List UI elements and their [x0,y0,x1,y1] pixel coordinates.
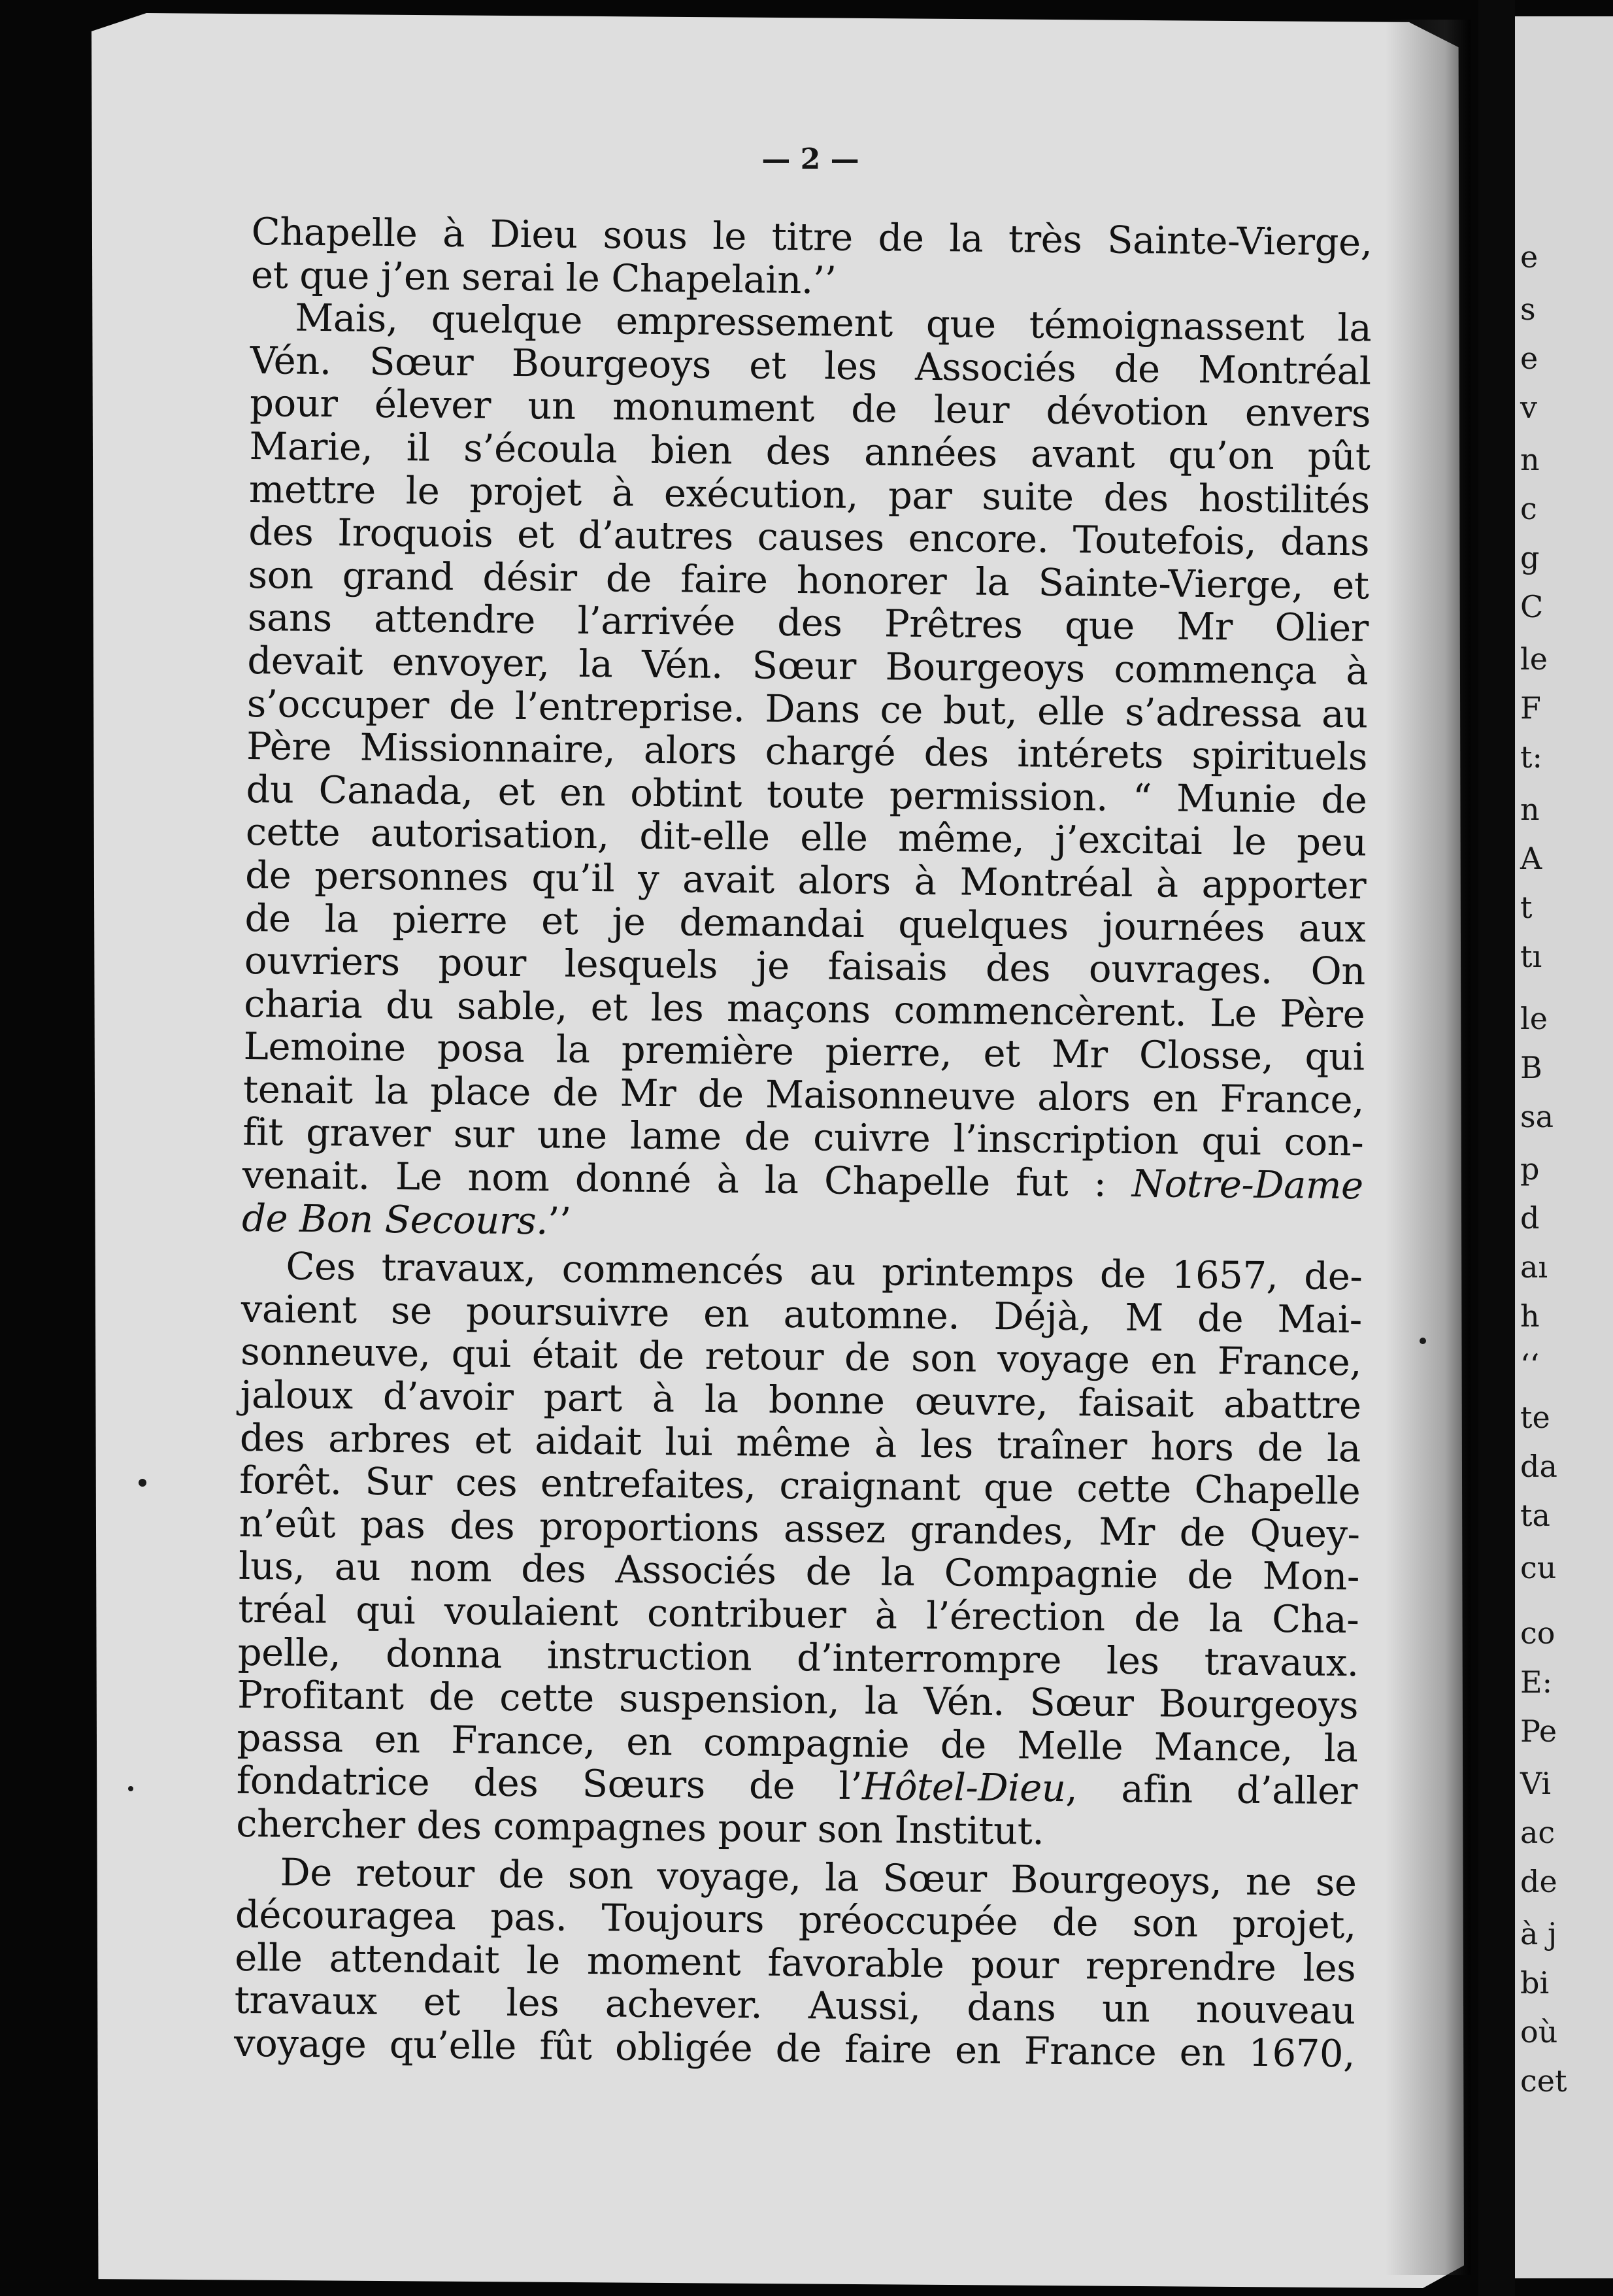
text-line: ouvriers pour lesquels je faisais des ouvrages. On [244,939,1366,994]
adjacent-page-text-fragment: g [1520,540,1540,575]
page-number: — 2 — [761,143,859,176]
adjacent-page-text-fragment: s [1520,292,1536,327]
text-segment: fondatrice des Sœurs de l’ [236,1759,863,1809]
text-line: Mais, quelque empressement que témoignassent la [295,295,1372,350]
italic-word: Hôtel-Dieu [861,1764,1066,1811]
adjacent-page-text-fragment: c [1520,491,1537,526]
adjacent-page-text-fragment: tı [1520,939,1542,974]
adjacent-page-text-fragment: v [1520,390,1537,425]
adjacent-page-text-fragment: Vi [1520,1766,1552,1801]
text-line: n’eût pas des proportions assez grandes, Mr de Quey- [239,1501,1360,1557]
text-line: découragea pas. Toujours préoccupée de son projet, [235,1893,1357,1948]
text-line: mettre le projet à exécution, par suite des hostilités [248,467,1371,522]
text-line: elle attendait le moment favorable pour reprendre les [235,1935,1356,1991]
adjacent-page-text-fragment: E: [1520,1664,1553,1700]
text-line: charia du sable, et les maçons commencèrent. Le Père [244,981,1365,1037]
page-body-text [234,211,1372,2076]
adjacent-page-text-fragment: te [1520,1400,1550,1435]
adjacent-page-text-fragment: A [1520,841,1542,876]
text-line: devait envoyer, la Vén. Sœur Bourgeoys commença à [247,638,1369,694]
adjacent-page [1515,16,1613,2278]
text-segment: , afin d’aller [1065,1766,1358,1814]
ink-speck [1420,1338,1426,1344]
adjacent-page-text-fragment: à j [1520,1916,1557,1951]
ink-speck [128,1786,133,1791]
text-line: sans attendre l’arrivée des Prêtres que Mr Olier [247,596,1369,650]
adjacent-page-text-fragment: le [1520,1001,1548,1036]
adjacent-page-text-fragment: cet [1520,2063,1567,2099]
text-line: cette autorisation, dit-elle elle même, j’excitai le peu [245,810,1367,865]
text-line: vaient se poursuivre en automne. Déjà, M de Mai- [241,1287,1363,1342]
adjacent-page-text-fragment: F [1520,690,1541,726]
adjacent-page-text-fragment: p [1520,1151,1540,1187]
text-line: Ces travaux, commencés au printemps de 1657, de- [286,1244,1363,1299]
text-line: jaloux d’avoir part à la bonne œuvre, faisait abattre [240,1372,1361,1428]
text-line: lus, au nom des Associés de la Compagnie de Mon- [238,1544,1360,1599]
adjacent-page-text-fragment: n [1520,442,1540,477]
adjacent-page-text-fragment: aı [1520,1249,1548,1285]
adjacent-page-text-fragment: da [1520,1449,1557,1484]
adjacent-page-text-fragment: Pe [1520,1714,1557,1749]
adjacent-page-text-fragment: co [1520,1615,1555,1651]
ink-speck [139,1479,146,1487]
text-line: du Canada, et en obtint toute permission. “ Munie de [246,767,1367,822]
adjacent-page-text-fragment: de [1520,1864,1557,1899]
adjacent-page-text-fragment: e [1520,341,1538,376]
text-segment: venait. Le nom donné à la Chapelle fut : [242,1153,1106,1206]
text-line: Marie, il s’écoula bien des années avant qu’on pût [249,424,1371,479]
text-line: des arbres et aidait lui même à les traîner hors de la [239,1415,1361,1470]
text-line: Profitant de cette suspension, la Vén. Sœur Bourgeoys [237,1673,1359,1728]
text-line: travaux et les achever. Aussi, dans un nouveau [234,1978,1355,2033]
adjacent-page-text-fragment: ta [1520,1498,1550,1533]
text-line: pelle, donna instruction d’interrompre les travaux. [237,1630,1359,1685]
adjacent-page-text-fragment: où [1520,2014,1558,2050]
page-edge-shadow [1386,20,1471,2275]
adjacent-page-text-fragment: le [1520,641,1548,677]
text-line: des Iroquois et d’autres causes encore. Toutefois, dans [248,510,1370,565]
adjacent-page-text-fragment: cu [1520,1550,1557,1585]
text-line: sonneuve, qui était de retour de son voyage en France, [240,1330,1362,1385]
adjacent-page-text-fragment: C [1520,589,1544,624]
text-line: forêt. Sur ces entrefaites, craignant que cette Chapelle [239,1459,1361,1513]
text-line: chercher des compagnes pour son Institut. [235,1801,1044,1853]
italic-title-segment: Notre-Dame [1131,1162,1364,1208]
adjacent-page-text-fragment: sa [1520,1099,1554,1134]
text-line: Chapelle à Dieu sous le titre de la très Sainte-Vierge, [251,210,1372,265]
text-line: fit graver sur une lame de cuivre l’inscription qui con- [242,1110,1364,1165]
adjacent-page-text-fragment: h [1520,1298,1540,1334]
book-gutter [1478,0,1515,2296]
text-line: Père Missionnaire, alors chargé des intérets spirituels [246,724,1368,779]
text-line: son grand désir de faire honorer la Sainte-Vierge, et [248,552,1369,608]
adjacent-page-text-fragment: t: [1520,739,1542,775]
text-line: de la pierre et je demandai quelques journées aux [244,896,1366,951]
text-line: De retour de son voyage, la Sœur Bourgeoys, ne se [280,1850,1357,1904]
adjacent-page-text-fragment: n [1520,792,1540,827]
text-line: voyage qu’elle fût obligée de faire en France en 1670, [233,2021,1355,2076]
text-line: passa en France, en compagnie de Melle Mance, la [237,1715,1358,1771]
adjacent-page-text-fragment: e [1520,239,1538,275]
text-line: de personnes qu’il y avait alors à Montréal à apporter [244,853,1367,908]
closing-quote: ’’ [547,1199,572,1243]
adjacent-page-text-fragment: bi [1520,1965,1550,2001]
adjacent-page-text-fragment: B [1520,1050,1542,1085]
adjacent-page-text-fragment: t [1520,890,1533,925]
text-line: tenait la place de Mr de Maisonneuve alors en France, [242,1067,1365,1123]
text-line: tréal qui voulaient contribuer à l’érection de la Cha- [238,1587,1359,1642]
text-line: pour élever un monument de leur dévotion envers [249,381,1371,436]
text-line: s’occuper de l’entreprise. Dans ce but, elle s’adressa au [246,681,1369,736]
text-line: Lemoine posa la première pierre, et Mr Closse, qui [243,1024,1365,1079]
text-line: et que j’en serai le Chapelain.’’ [250,252,837,303]
adjacent-page-text-fragment: d [1520,1200,1540,1236]
adjacent-page-text-fragment: ac [1520,1815,1555,1850]
text-line: Vén. Sœur Bourgeoys et les Associés de Montréal [250,338,1372,394]
italic-title-segment: de Bon Secours. [241,1196,548,1243]
adjacent-page-text-fragment: ‘‘ [1520,1347,1540,1383]
